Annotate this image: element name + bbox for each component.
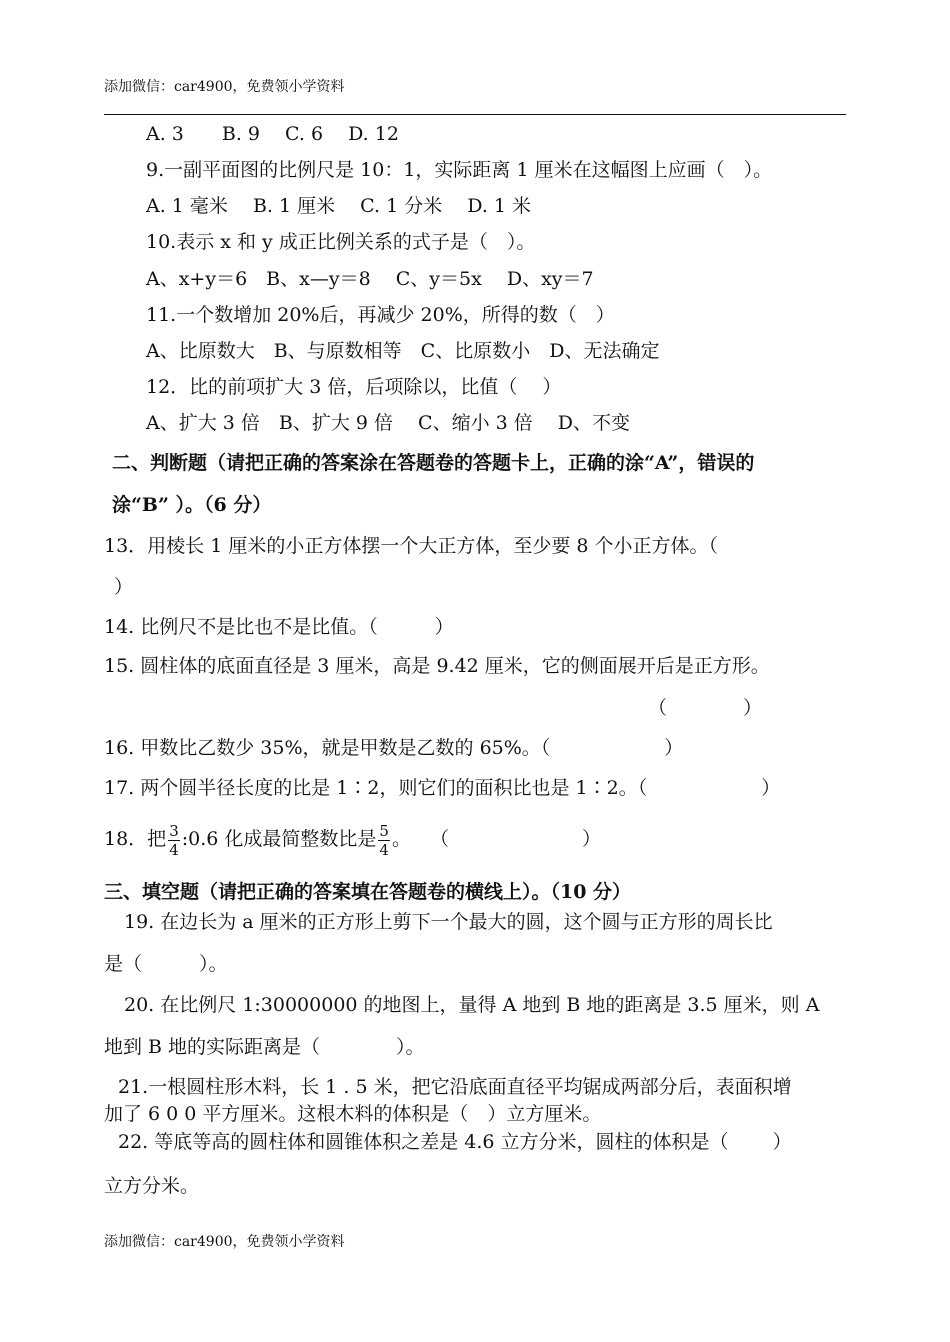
fraction-three-quarters xyxy=(168,822,180,859)
q22-question-cont: 立方分米。 xyxy=(104,1175,200,1197)
q13-statement: 13．用棱长 1 厘米的小正方体摆一个大正方体，至少要 8 个小正方体。（ xyxy=(104,535,719,557)
q15-bracket: （ ） xyxy=(648,697,763,719)
q18-prefix: 18．把 xyxy=(104,828,167,850)
q19-question: 19. 在边长为 a 厘米的正方形上剪下一个最大的圆，这个圆与正方形的周长比 xyxy=(124,911,773,933)
fraction-five-quarters xyxy=(378,822,390,859)
section-3-heading: 三、填空题（请把正确的答案填在答题卷的横线上）。（10 分） xyxy=(104,881,632,903)
q12-question: 12．比的前项扩大 3 倍，后项除以，比值（ ） xyxy=(146,376,562,398)
q18-statement xyxy=(104,816,601,862)
page-header: 添加微信：car4900，免费领小学资料 xyxy=(104,79,345,95)
header-rule xyxy=(104,114,846,115)
q10-question: 10.表示 x 和 y 成正比例关系的式子是（ ）。 xyxy=(146,231,536,253)
q21-question: 21.一根圆柱形木料，长 1 . 5 米，把它沿底面直径平均锯成两部分后，表面积增 xyxy=(118,1076,792,1098)
q20-answer-line: 地到 B 地的实际距离是（ ）。 xyxy=(104,1036,425,1058)
q18-middle: :0.6 化成最简整数比是 xyxy=(181,828,377,850)
q11-question: 11.一个数增加 20%后，再减少 20%，所得的数（ ） xyxy=(146,304,615,326)
q21-question-cont: 加了 6 0 0 平方厘米。这根木料的体积是（ ）立方厘米。 xyxy=(104,1103,602,1125)
page-footer: 添加微信：car4900，免费领小学资料 xyxy=(104,1234,345,1250)
q20-question: 20. 在比例尺 1:30000000 的地图上，量得 A 地到 B 地的距离是 3.5 厘米，则 A xyxy=(124,994,820,1016)
q10-options: A、x+y＝6 B、x—y＝8 C、y＝5x D、xy＝7 xyxy=(146,268,594,290)
q11-options: A、比原数大 B、与原数相等 C、比原数小 D、无法确定 xyxy=(146,340,660,362)
q9-options: A. 1 毫米 B. 1 厘米 C. 1 分米 D. 1 米 xyxy=(146,195,532,217)
q19-answer-line: 是（ ）。 xyxy=(104,953,228,975)
fraction-numerator: 3 xyxy=(169,821,179,840)
fraction-denominator: 4 xyxy=(169,840,179,859)
fraction-numerator: 5 xyxy=(379,821,389,840)
q8-options: A. 3 B. 9 C. 6 D. 12 xyxy=(146,123,399,145)
q15-statement: 15. 圆柱体的底面直径是 3 厘米，高是 9.42 厘米，它的侧面展开后是正方形。 xyxy=(104,655,770,677)
q12-options: A、扩大 3 倍 B、扩大 9 倍 C、缩小 3 倍 D、不变 xyxy=(146,412,631,434)
q18-suffix: 。 （ ） xyxy=(391,828,601,850)
q17-statement: 17. 两个圆半径长度的比是 1∶2，则它们的面积比也是 1∶2。（ ） xyxy=(104,777,781,799)
q16-statement: 16. 甲数比乙数少 35%，就是甲数是乙数的 65%。（ ） xyxy=(104,737,684,759)
q13-bracket: ） xyxy=(114,576,134,598)
section-2-heading-cont: 涂“B” ）。（6 分） xyxy=(112,494,272,516)
q9-question: 9.一副平面图的比例尺是 10：1，实际距离 1 厘米在这幅图上应画（ ）。 xyxy=(146,159,773,181)
section-2-heading: 二、判断题（请把正确的答案涂在答题卷的答题卡上，正确的涂“A”，错误的 xyxy=(112,452,755,474)
fraction-denominator: 4 xyxy=(379,840,389,859)
q14-statement: 14. 比例尺不是比也不是比值。（ ） xyxy=(104,616,454,638)
q22-question: 22. 等底等高的圆柱体和圆锥体积之差是 4.6 立方分米，圆柱的体积是（ ） xyxy=(118,1131,792,1153)
